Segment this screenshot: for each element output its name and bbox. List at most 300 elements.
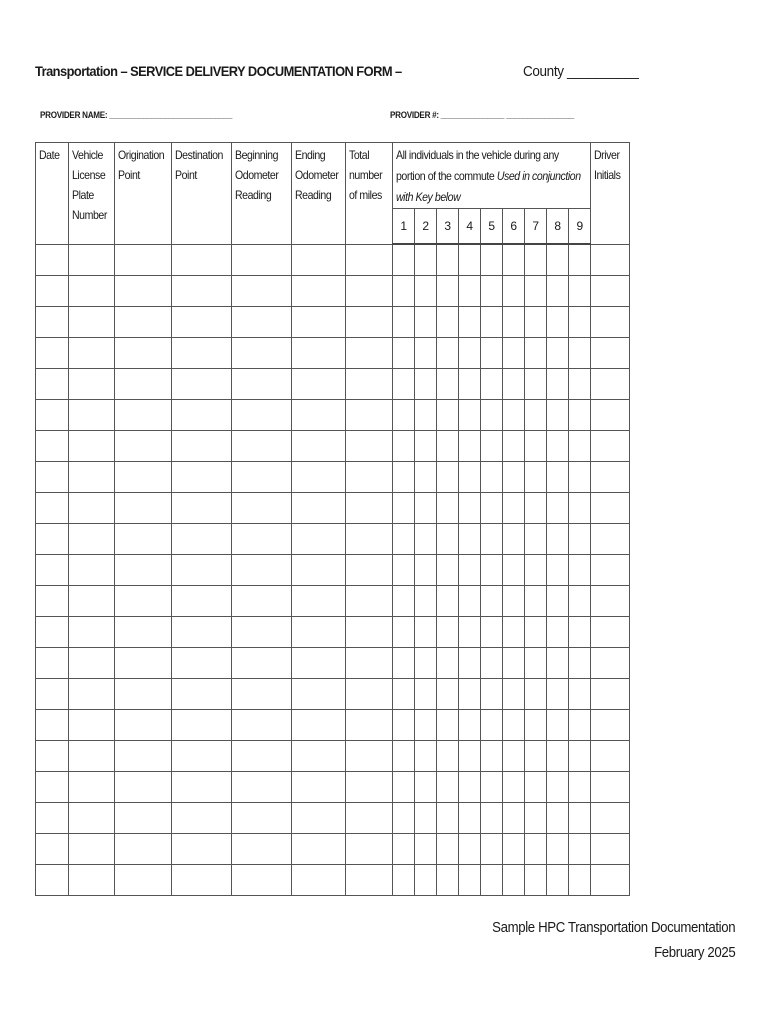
individual-1-cell[interactable] — [393, 555, 415, 586]
individual-2-cell[interactable] — [415, 865, 437, 896]
driver-initials-cell[interactable] — [591, 338, 630, 369]
individual-3-cell[interactable] — [437, 493, 459, 524]
individual-7-cell[interactable] — [525, 772, 547, 803]
individual-7-cell[interactable] — [525, 586, 547, 617]
individual-2-cell[interactable] — [415, 462, 437, 493]
individual-1-cell[interactable] — [393, 865, 415, 896]
individual-1-cell[interactable] — [393, 524, 415, 555]
individual-3-cell[interactable] — [437, 710, 459, 741]
driver-initials-cell[interactable] — [591, 524, 630, 555]
individual-2-cell[interactable] — [415, 772, 437, 803]
date-cell[interactable] — [36, 865, 69, 896]
driver-initials-cell[interactable] — [591, 679, 630, 710]
individual-2-cell[interactable] — [415, 524, 437, 555]
driver-initials-cell[interactable] — [591, 276, 630, 307]
beginning-odometer-cell[interactable] — [232, 338, 292, 369]
individual-2-cell[interactable] — [415, 555, 437, 586]
total-miles-cell[interactable] — [346, 369, 393, 400]
individual-1-cell[interactable] — [393, 617, 415, 648]
individual-7-cell[interactable] — [525, 369, 547, 400]
origination-cell[interactable] — [115, 679, 172, 710]
vehicle-cell[interactable] — [69, 276, 115, 307]
destination-cell[interactable] — [172, 803, 232, 834]
date-cell[interactable] — [36, 307, 69, 338]
vehicle-cell[interactable] — [69, 710, 115, 741]
individual-6-cell[interactable] — [503, 400, 525, 431]
individual-2-cell[interactable] — [415, 276, 437, 307]
individual-7-cell[interactable] — [525, 307, 547, 338]
driver-initials-cell[interactable] — [591, 710, 630, 741]
individual-3-cell[interactable] — [437, 244, 459, 276]
individual-7-cell[interactable] — [525, 400, 547, 431]
origination-cell[interactable] — [115, 710, 172, 741]
individual-1-cell[interactable] — [393, 834, 415, 865]
date-cell[interactable] — [36, 586, 69, 617]
individual-2-cell[interactable] — [415, 431, 437, 462]
beginning-odometer-cell[interactable] — [232, 741, 292, 772]
total-miles-cell[interactable] — [346, 803, 393, 834]
individual-2-cell[interactable] — [415, 648, 437, 679]
date-cell[interactable] — [36, 276, 69, 307]
beginning-odometer-cell[interactable] — [232, 834, 292, 865]
individual-5-cell[interactable] — [481, 400, 503, 431]
individual-9-cell[interactable] — [569, 617, 591, 648]
individual-9-cell[interactable] — [569, 772, 591, 803]
individual-7-cell[interactable] — [525, 431, 547, 462]
individual-2-cell[interactable] — [415, 307, 437, 338]
destination-cell[interactable] — [172, 865, 232, 896]
individual-1-cell[interactable] — [393, 648, 415, 679]
individual-6-cell[interactable] — [503, 276, 525, 307]
individual-6-cell[interactable] — [503, 555, 525, 586]
origination-cell[interactable] — [115, 244, 172, 276]
individual-9-cell[interactable] — [569, 586, 591, 617]
ending-odometer-cell[interactable] — [292, 462, 346, 493]
ending-odometer-cell[interactable] — [292, 772, 346, 803]
individual-1-cell[interactable] — [393, 462, 415, 493]
total-miles-cell[interactable] — [346, 276, 393, 307]
provider-number-field[interactable]: PROVIDER #: _______________ ________________ — [390, 110, 575, 120]
individual-8-cell[interactable] — [547, 555, 569, 586]
driver-initials-cell[interactable] — [591, 865, 630, 896]
date-cell[interactable] — [36, 493, 69, 524]
individual-9-cell[interactable] — [569, 679, 591, 710]
vehicle-cell[interactable] — [69, 244, 115, 276]
individual-4-cell[interactable] — [459, 803, 481, 834]
individual-6-cell[interactable] — [503, 834, 525, 865]
individual-8-cell[interactable] — [547, 679, 569, 710]
driver-initials-cell[interactable] — [591, 648, 630, 679]
vehicle-cell[interactable] — [69, 524, 115, 555]
driver-initials-cell[interactable] — [591, 617, 630, 648]
individual-6-cell[interactable] — [503, 648, 525, 679]
individual-2-cell[interactable] — [415, 834, 437, 865]
destination-cell[interactable] — [172, 338, 232, 369]
individual-9-cell[interactable] — [569, 710, 591, 741]
date-cell[interactable] — [36, 400, 69, 431]
individual-2-cell[interactable] — [415, 400, 437, 431]
total-miles-cell[interactable] — [346, 865, 393, 896]
individual-5-cell[interactable] — [481, 462, 503, 493]
individual-9-cell[interactable] — [569, 803, 591, 834]
ending-odometer-cell[interactable] — [292, 524, 346, 555]
ending-odometer-cell[interactable] — [292, 586, 346, 617]
individual-5-cell[interactable] — [481, 493, 503, 524]
individual-3-cell[interactable] — [437, 648, 459, 679]
individual-5-cell[interactable] — [481, 617, 503, 648]
individual-7-cell[interactable] — [525, 244, 547, 276]
individual-6-cell[interactable] — [503, 772, 525, 803]
date-cell[interactable] — [36, 338, 69, 369]
beginning-odometer-cell[interactable] — [232, 679, 292, 710]
individual-3-cell[interactable] — [437, 741, 459, 772]
individual-4-cell[interactable] — [459, 431, 481, 462]
individual-4-cell[interactable] — [459, 865, 481, 896]
individual-8-cell[interactable] — [547, 834, 569, 865]
total-miles-cell[interactable] — [346, 741, 393, 772]
destination-cell[interactable] — [172, 369, 232, 400]
individual-2-cell[interactable] — [415, 244, 437, 276]
individual-1-cell[interactable] — [393, 772, 415, 803]
individual-6-cell[interactable] — [503, 710, 525, 741]
individual-8-cell[interactable] — [547, 307, 569, 338]
individual-5-cell[interactable] — [481, 710, 503, 741]
individual-9-cell[interactable] — [569, 741, 591, 772]
total-miles-cell[interactable] — [346, 524, 393, 555]
individual-1-cell[interactable] — [393, 307, 415, 338]
individual-9-cell[interactable] — [569, 834, 591, 865]
destination-cell[interactable] — [172, 772, 232, 803]
individual-9-cell[interactable] — [569, 400, 591, 431]
individual-9-cell[interactable] — [569, 865, 591, 896]
ending-odometer-cell[interactable] — [292, 741, 346, 772]
vehicle-cell[interactable] — [69, 617, 115, 648]
individual-8-cell[interactable] — [547, 244, 569, 276]
individual-7-cell[interactable] — [525, 648, 547, 679]
individual-1-cell[interactable] — [393, 431, 415, 462]
vehicle-cell[interactable] — [69, 431, 115, 462]
individual-8-cell[interactable] — [547, 338, 569, 369]
vehicle-cell[interactable] — [69, 865, 115, 896]
date-cell[interactable] — [36, 710, 69, 741]
origination-cell[interactable] — [115, 555, 172, 586]
beginning-odometer-cell[interactable] — [232, 710, 292, 741]
ending-odometer-cell[interactable] — [292, 555, 346, 586]
individual-8-cell[interactable] — [547, 493, 569, 524]
origination-cell[interactable] — [115, 431, 172, 462]
individual-7-cell[interactable] — [525, 617, 547, 648]
individual-2-cell[interactable] — [415, 741, 437, 772]
individual-4-cell[interactable] — [459, 276, 481, 307]
destination-cell[interactable] — [172, 524, 232, 555]
individual-1-cell[interactable] — [393, 276, 415, 307]
beginning-odometer-cell[interactable] — [232, 493, 292, 524]
individual-9-cell[interactable] — [569, 555, 591, 586]
individual-4-cell[interactable] — [459, 524, 481, 555]
individual-4-cell[interactable] — [459, 834, 481, 865]
origination-cell[interactable] — [115, 834, 172, 865]
total-miles-cell[interactable] — [346, 710, 393, 741]
total-miles-cell[interactable] — [346, 617, 393, 648]
individual-5-cell[interactable] — [481, 679, 503, 710]
individual-6-cell[interactable] — [503, 586, 525, 617]
beginning-odometer-cell[interactable] — [232, 462, 292, 493]
driver-initials-cell[interactable] — [591, 555, 630, 586]
destination-cell[interactable] — [172, 679, 232, 710]
individual-7-cell[interactable] — [525, 865, 547, 896]
individual-8-cell[interactable] — [547, 865, 569, 896]
ending-odometer-cell[interactable] — [292, 493, 346, 524]
individual-8-cell[interactable] — [547, 524, 569, 555]
individual-5-cell[interactable] — [481, 648, 503, 679]
beginning-odometer-cell[interactable] — [232, 803, 292, 834]
destination-cell[interactable] — [172, 555, 232, 586]
individual-4-cell[interactable] — [459, 772, 481, 803]
individual-5-cell[interactable] — [481, 431, 503, 462]
individual-3-cell[interactable] — [437, 617, 459, 648]
individual-6-cell[interactable] — [503, 307, 525, 338]
origination-cell[interactable] — [115, 648, 172, 679]
beginning-odometer-cell[interactable] — [232, 555, 292, 586]
beginning-odometer-cell[interactable] — [232, 865, 292, 896]
individual-2-cell[interactable] — [415, 338, 437, 369]
individual-8-cell[interactable] — [547, 369, 569, 400]
beginning-odometer-cell[interactable] — [232, 586, 292, 617]
vehicle-cell[interactable] — [69, 803, 115, 834]
ending-odometer-cell[interactable] — [292, 369, 346, 400]
individual-6-cell[interactable] — [503, 462, 525, 493]
vehicle-cell[interactable] — [69, 462, 115, 493]
destination-cell[interactable] — [172, 462, 232, 493]
individual-7-cell[interactable] — [525, 462, 547, 493]
individual-6-cell[interactable] — [503, 617, 525, 648]
total-miles-cell[interactable] — [346, 493, 393, 524]
individual-1-cell[interactable] — [393, 679, 415, 710]
total-miles-cell[interactable] — [346, 648, 393, 679]
origination-cell[interactable] — [115, 338, 172, 369]
destination-cell[interactable] — [172, 276, 232, 307]
individual-4-cell[interactable] — [459, 710, 481, 741]
total-miles-cell[interactable] — [346, 400, 393, 431]
vehicle-cell[interactable] — [69, 555, 115, 586]
driver-initials-cell[interactable] — [591, 586, 630, 617]
date-cell[interactable] — [36, 772, 69, 803]
driver-initials-cell[interactable] — [591, 431, 630, 462]
individual-5-cell[interactable] — [481, 244, 503, 276]
beginning-odometer-cell[interactable] — [232, 617, 292, 648]
individual-5-cell[interactable] — [481, 865, 503, 896]
individual-4-cell[interactable] — [459, 586, 481, 617]
beginning-odometer-cell[interactable] — [232, 431, 292, 462]
origination-cell[interactable] — [115, 803, 172, 834]
individual-7-cell[interactable] — [525, 493, 547, 524]
individual-3-cell[interactable] — [437, 555, 459, 586]
origination-cell[interactable] — [115, 462, 172, 493]
destination-cell[interactable] — [172, 400, 232, 431]
origination-cell[interactable] — [115, 369, 172, 400]
date-cell[interactable] — [36, 834, 69, 865]
individual-6-cell[interactable] — [503, 803, 525, 834]
individual-3-cell[interactable] — [437, 865, 459, 896]
individual-3-cell[interactable] — [437, 369, 459, 400]
individual-3-cell[interactable] — [437, 338, 459, 369]
destination-cell[interactable] — [172, 431, 232, 462]
driver-initials-cell[interactable] — [591, 400, 630, 431]
individual-5-cell[interactable] — [481, 834, 503, 865]
individual-4-cell[interactable] — [459, 741, 481, 772]
individual-2-cell[interactable] — [415, 803, 437, 834]
individual-2-cell[interactable] — [415, 493, 437, 524]
vehicle-cell[interactable] — [69, 400, 115, 431]
individual-9-cell[interactable] — [569, 648, 591, 679]
ending-odometer-cell[interactable] — [292, 679, 346, 710]
total-miles-cell[interactable] — [346, 307, 393, 338]
individual-3-cell[interactable] — [437, 400, 459, 431]
driver-initials-cell[interactable] — [591, 834, 630, 865]
individual-6-cell[interactable] — [503, 865, 525, 896]
individual-3-cell[interactable] — [437, 772, 459, 803]
individual-3-cell[interactable] — [437, 307, 459, 338]
individual-1-cell[interactable] — [393, 803, 415, 834]
beginning-odometer-cell[interactable] — [232, 276, 292, 307]
total-miles-cell[interactable] — [346, 431, 393, 462]
individual-6-cell[interactable] — [503, 741, 525, 772]
individual-8-cell[interactable] — [547, 710, 569, 741]
individual-3-cell[interactable] — [437, 586, 459, 617]
date-cell[interactable] — [36, 617, 69, 648]
origination-cell[interactable] — [115, 276, 172, 307]
individual-7-cell[interactable] — [525, 338, 547, 369]
individual-5-cell[interactable] — [481, 338, 503, 369]
vehicle-cell[interactable] — [69, 307, 115, 338]
individual-5-cell[interactable] — [481, 555, 503, 586]
date-cell[interactable] — [36, 648, 69, 679]
individual-3-cell[interactable] — [437, 524, 459, 555]
destination-cell[interactable] — [172, 307, 232, 338]
total-miles-cell[interactable] — [346, 834, 393, 865]
beginning-odometer-cell[interactable] — [232, 648, 292, 679]
individual-7-cell[interactable] — [525, 710, 547, 741]
individual-5-cell[interactable] — [481, 369, 503, 400]
destination-cell[interactable] — [172, 648, 232, 679]
ending-odometer-cell[interactable] — [292, 648, 346, 679]
vehicle-cell[interactable] — [69, 741, 115, 772]
individual-1-cell[interactable] — [393, 586, 415, 617]
vehicle-cell[interactable] — [69, 679, 115, 710]
individual-6-cell[interactable] — [503, 524, 525, 555]
individual-7-cell[interactable] — [525, 803, 547, 834]
individual-8-cell[interactable] — [547, 400, 569, 431]
driver-initials-cell[interactable] — [591, 244, 630, 276]
vehicle-cell[interactable] — [69, 338, 115, 369]
origination-cell[interactable] — [115, 400, 172, 431]
driver-initials-cell[interactable] — [591, 741, 630, 772]
ending-odometer-cell[interactable] — [292, 244, 346, 276]
individual-4-cell[interactable] — [459, 400, 481, 431]
origination-cell[interactable] — [115, 741, 172, 772]
driver-initials-cell[interactable] — [591, 462, 630, 493]
individual-4-cell[interactable] — [459, 648, 481, 679]
beginning-odometer-cell[interactable] — [232, 400, 292, 431]
vehicle-cell[interactable] — [69, 493, 115, 524]
date-cell[interactable] — [36, 741, 69, 772]
individual-1-cell[interactable] — [393, 710, 415, 741]
origination-cell[interactable] — [115, 307, 172, 338]
individual-7-cell[interactable] — [525, 524, 547, 555]
individual-3-cell[interactable] — [437, 276, 459, 307]
individual-5-cell[interactable] — [481, 276, 503, 307]
individual-7-cell[interactable] — [525, 741, 547, 772]
destination-cell[interactable] — [172, 617, 232, 648]
vehicle-cell[interactable] — [69, 586, 115, 617]
individual-5-cell[interactable] — [481, 307, 503, 338]
driver-initials-cell[interactable] — [591, 772, 630, 803]
origination-cell[interactable] — [115, 493, 172, 524]
individual-9-cell[interactable] — [569, 493, 591, 524]
origination-cell[interactable] — [115, 772, 172, 803]
total-miles-cell[interactable] — [346, 338, 393, 369]
destination-cell[interactable] — [172, 493, 232, 524]
ending-odometer-cell[interactable] — [292, 276, 346, 307]
individual-8-cell[interactable] — [547, 803, 569, 834]
origination-cell[interactable] — [115, 524, 172, 555]
individual-9-cell[interactable] — [569, 307, 591, 338]
individual-6-cell[interactable] — [503, 369, 525, 400]
ending-odometer-cell[interactable] — [292, 617, 346, 648]
ending-odometer-cell[interactable] — [292, 865, 346, 896]
date-cell[interactable] — [36, 431, 69, 462]
individual-6-cell[interactable] — [503, 244, 525, 276]
ending-odometer-cell[interactable] — [292, 338, 346, 369]
vehicle-cell[interactable] — [69, 772, 115, 803]
individual-4-cell[interactable] — [459, 555, 481, 586]
county-field[interactable]: County __________ — [523, 63, 639, 80]
origination-cell[interactable] — [115, 617, 172, 648]
individual-5-cell[interactable] — [481, 772, 503, 803]
individual-6-cell[interactable] — [503, 338, 525, 369]
beginning-odometer-cell[interactable] — [232, 369, 292, 400]
individual-2-cell[interactable] — [415, 710, 437, 741]
individual-6-cell[interactable] — [503, 431, 525, 462]
individual-4-cell[interactable] — [459, 244, 481, 276]
beginning-odometer-cell[interactable] — [232, 307, 292, 338]
individual-5-cell[interactable] — [481, 586, 503, 617]
individual-9-cell[interactable] — [569, 462, 591, 493]
total-miles-cell[interactable] — [346, 679, 393, 710]
individual-1-cell[interactable] — [393, 741, 415, 772]
date-cell[interactable] — [36, 244, 69, 276]
individual-2-cell[interactable] — [415, 617, 437, 648]
individual-4-cell[interactable] — [459, 369, 481, 400]
individual-8-cell[interactable] — [547, 648, 569, 679]
total-miles-cell[interactable] — [346, 555, 393, 586]
individual-3-cell[interactable] — [437, 431, 459, 462]
individual-8-cell[interactable] — [547, 431, 569, 462]
individual-8-cell[interactable] — [547, 586, 569, 617]
individual-3-cell[interactable] — [437, 462, 459, 493]
individual-6-cell[interactable] — [503, 493, 525, 524]
individual-1-cell[interactable] — [393, 400, 415, 431]
beginning-odometer-cell[interactable] — [232, 244, 292, 276]
driver-initials-cell[interactable] — [591, 803, 630, 834]
individual-1-cell[interactable] — [393, 493, 415, 524]
individual-8-cell[interactable] — [547, 772, 569, 803]
ending-odometer-cell[interactable] — [292, 400, 346, 431]
individual-9-cell[interactable] — [569, 244, 591, 276]
individual-4-cell[interactable] — [459, 307, 481, 338]
date-cell[interactable] — [36, 524, 69, 555]
individual-9-cell[interactable] — [569, 524, 591, 555]
